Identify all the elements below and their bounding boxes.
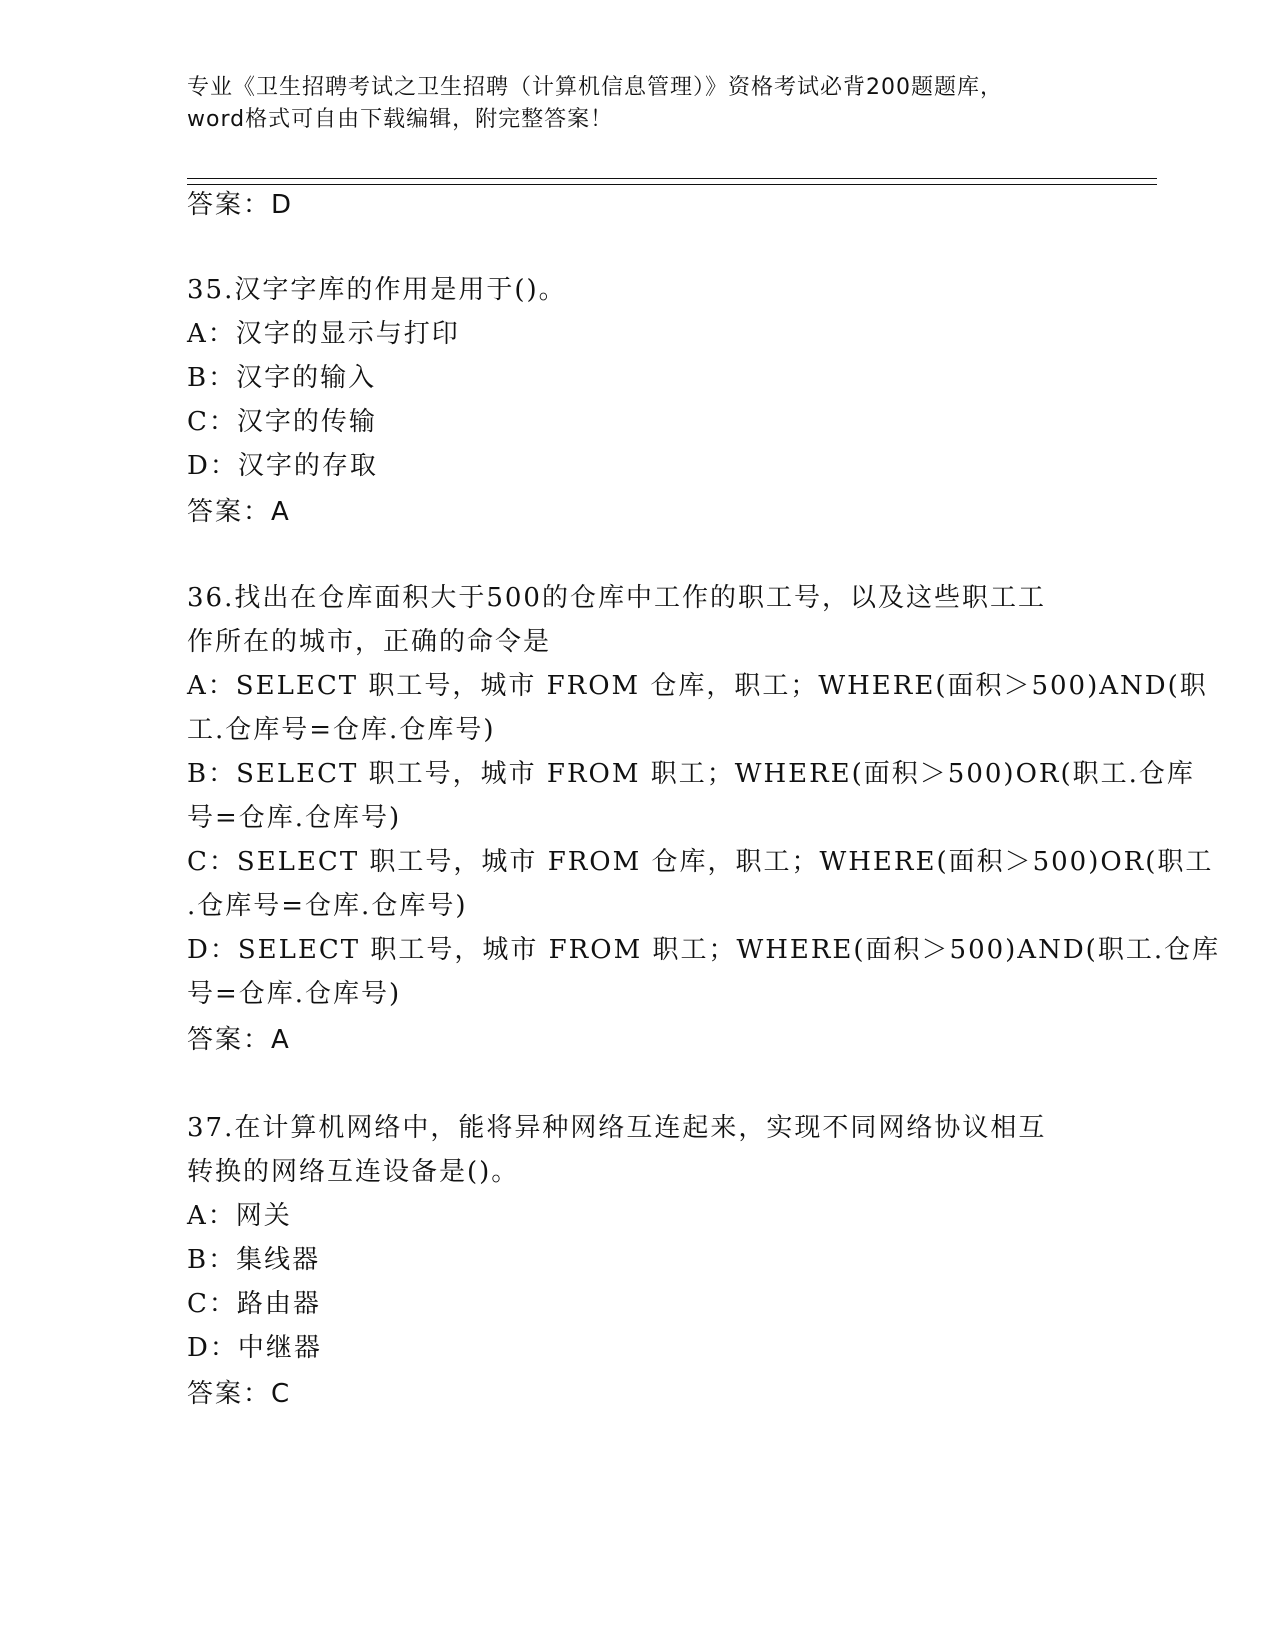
question-37-stem-line-2: 转换的网络互连设备是()。 <box>187 1157 520 1187</box>
question-36-option-b-line-1: B：SELECT 职工号，城市 FROM 职工；WHERE(面积＞500)OR(职工.仓库 <box>187 759 1195 789</box>
question-37-option-a: A：网关 <box>187 1201 292 1231</box>
question-36-option-c-line-2: .仓库号=仓库.仓库号) <box>187 891 468 921</box>
question-37-option-b: B：集线器 <box>187 1245 321 1275</box>
header-rule-top <box>187 178 1157 179</box>
question-35-option-a: A：汉字的显示与打印 <box>187 319 460 349</box>
question-36-answer: 答案：A <box>187 1025 291 1055</box>
question-35-answer: 答案：A <box>187 497 291 527</box>
question-35-stem-line-1: 35.汉字字库的作用是用于()。 <box>187 275 567 305</box>
question-37-option-c: C：路由器 <box>187 1289 321 1319</box>
question-36-option-b-line-2: 号=仓库.仓库号) <box>187 803 402 833</box>
question-36-option-d-line-1: D：SELECT 职工号，城市 FROM 职工；WHERE(面积＞500)AND(职工.仓库 <box>187 935 1221 965</box>
question-35-option-c: C：汉字的传输 <box>187 407 377 437</box>
header-line-2: word格式可自由下载编辑，附完整答案！ <box>187 107 614 132</box>
question-36-option-a-line-1: A：SELECT 职工号，城市 FROM 仓库，职工；WHERE(面积＞500)AND(职 <box>187 671 1208 701</box>
question-36-option-c-line-1: C：SELECT 职工号，城市 FROM 仓库，职工；WHERE(面积＞500)OR(职工 <box>187 847 1214 877</box>
question-36-option-d-line-2: 号=仓库.仓库号) <box>187 979 402 1009</box>
header-line-1: 专业《卫生招聘考试之卫生招聘（计算机信息管理）》资格考试必背200题题库， <box>187 75 1003 100</box>
question-36-option-a-line-2: 工.仓库号=仓库.仓库号) <box>187 715 496 745</box>
question-35-option-b: B：汉字的输入 <box>187 363 377 393</box>
question-37-stem-line-1: 37.在计算机网络中，能将异种网络互连起来，实现不同网络协议相互 <box>187 1113 1047 1143</box>
question-36-stem-line-1: 36.找出在仓库面积大于500的仓库中工作的职工号，以及这些职工工 <box>187 583 1046 613</box>
document-header <box>187 72 1087 136</box>
question-35-option-d: D：汉字的存取 <box>187 451 378 481</box>
previous-answer: 答案：D <box>187 190 294 220</box>
question-37-option-d: D：中继器 <box>187 1333 322 1363</box>
question-36-stem-line-2: 作所在的城市，正确的命令是 <box>187 627 552 657</box>
header-rule-bottom <box>187 184 1157 185</box>
question-37-answer: 答案：C <box>187 1379 292 1409</box>
